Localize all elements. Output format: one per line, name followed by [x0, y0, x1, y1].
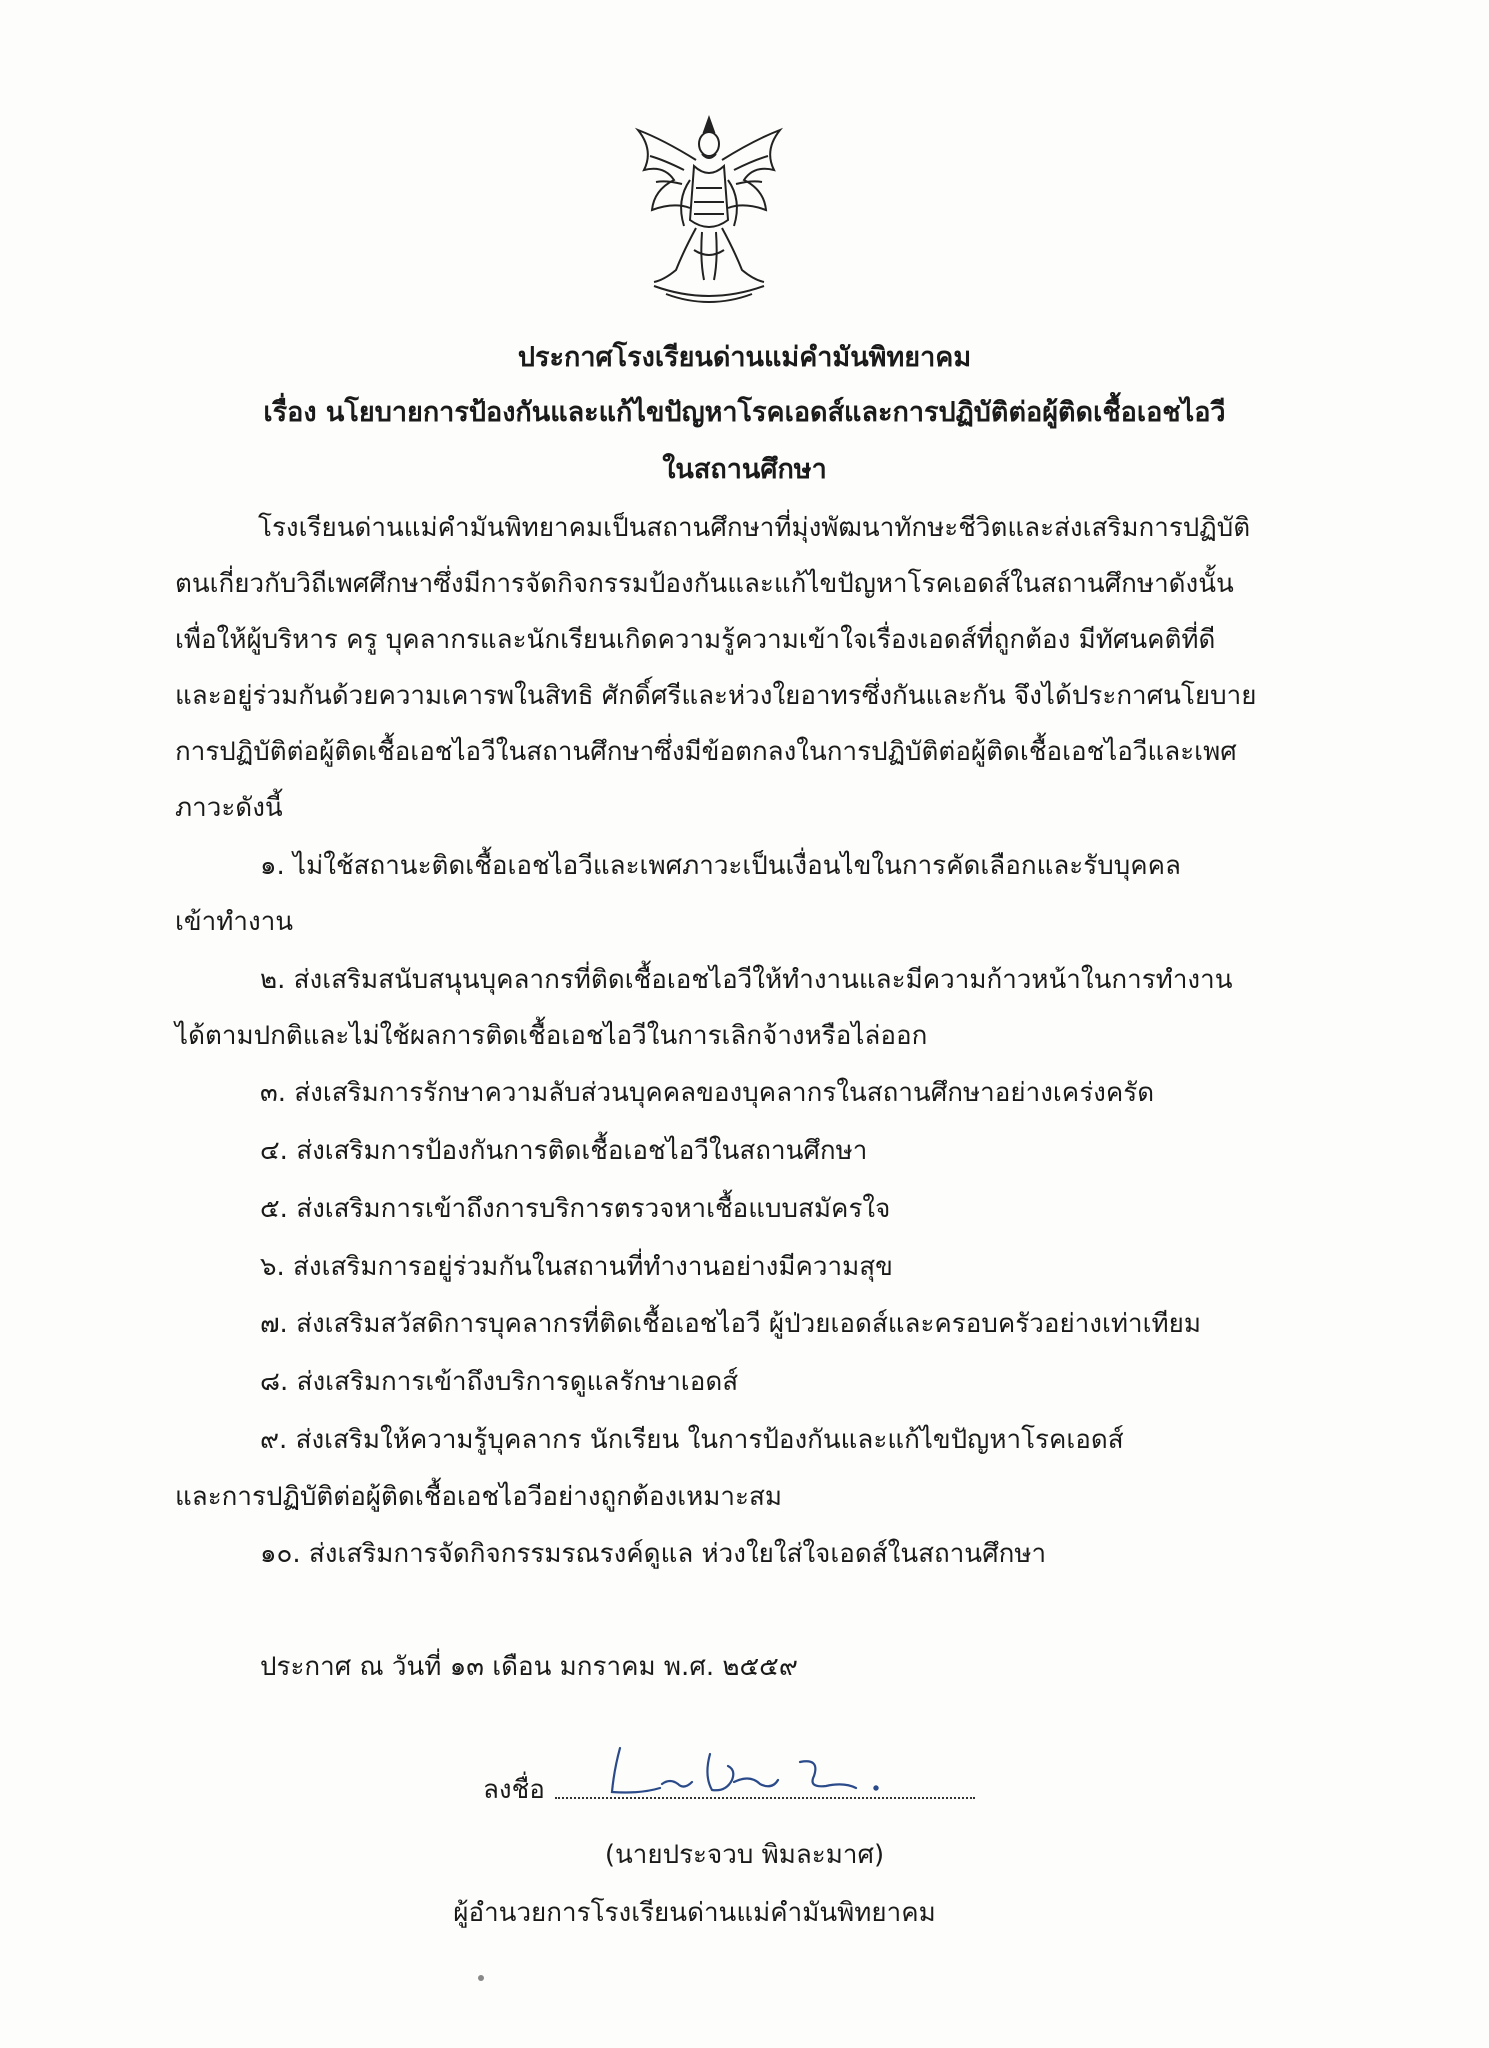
policy-item-10: ๑๐. ส่งเสริมการจัดกิจกรรมรณรงค์ดูแล ห่วงใยใส่ใจเอดส์ในสถานศึกษา	[260, 1539, 1047, 1569]
announcement-subject: เรื่อง นโยบายการป้องกันและแก้ไขปัญหาโรคเอดส์และการปฏิบัติต่อผู้ติดเชื้อเอชไอวี	[263, 397, 1226, 428]
policy-item-2-cont: ได้ตามปกติและไม่ใช้ผลการติดเชื้อเอชไอวีในการเลิกจ้างหรือไล่ออก	[175, 1021, 928, 1051]
policy-item-2: ๒. ส่งเสริมสนับสนุนบุคลากรที่ติดเชื้อเอชไอวีให้ทำงานและมีความก้าวหน้าในการทำงาน	[260, 965, 1233, 995]
signer-name: (นายประจวบ พิมละมาศ)	[604, 1840, 885, 1870]
sign-label: ลงชื่อ	[483, 1775, 545, 1805]
policy-item-1-cont: เข้าทำงาน	[175, 907, 294, 937]
stray-mark	[478, 1975, 484, 1981]
policy-item-5: ๕. ส่งเสริมการเข้าถึงการบริการตรวจหาเชื้อแบบสมัครใจ	[260, 1194, 891, 1224]
handwritten-signature	[600, 1740, 1020, 1810]
signer-title: ผู้อำนวยการโรงเรียนด่านแม่คำมันพิทยาคม	[453, 1898, 936, 1928]
announcement-date: ประกาศ ณ วันที่ ๑๓ เดือน มกราคม พ.ศ. ๒๕๕๙	[260, 1652, 798, 1682]
policy-item-1: ๑. ไม่ใช้สถานะติดเชื้อเอชไอวีและเพศภาวะเป็นเงื่อนไขในการคัดเลือกและรับบุคคล	[260, 851, 1181, 881]
intro-line-1: โรงเรียนด่านแม่คำมันพิทยาคมเป็นสถานศึกษาที่มุ่งพัฒนาทักษะชีวิตและส่งเสริมการปฏิบัติ	[258, 513, 1251, 543]
policy-item-8: ๘. ส่งเสริมการเข้าถึงบริการดูแลรักษาเอดส์	[260, 1367, 739, 1397]
policy-item-3: ๓. ส่งเสริมการรักษาความลับส่วนบุคคลของบุคลากรในสถานศึกษาอย่างเคร่งครัด	[260, 1078, 1155, 1108]
policy-item-4: ๔. ส่งเสริมการป้องกันการติดเชื้อเอชไอวีในสถานศึกษา	[260, 1136, 868, 1166]
intro-line-6: ภาวะดังนี้	[175, 793, 283, 823]
intro-line-3: เพื่อให้ผู้บริหาร ครู บุคลากรและนักเรียนเกิดความรู้ความเข้าใจเรื่องเอดส์ที่ถูกต้อง มีทัศนคติที่ดี	[175, 625, 1216, 655]
policy-item-7: ๗. ส่งเสริมสวัสดิการบุคลากรที่ติดเชื้อเอชไอวี ผู้ป่วยเอดส์และครอบครัวอย่างเท่าเทียม	[260, 1309, 1202, 1339]
intro-line-2: ตนเกี่ยวกับวิถีเพศศึกษาซึ่งมีการจัดกิจกรรมป้องกันและแก้ไขปัญหาโรคเอดส์ในสถานศึกษาดังนั้น	[175, 569, 1234, 599]
announcement-title: ประกาศโรงเรียนด่านแม่คำมันพิทยาคม	[517, 342, 972, 373]
announcement-subject-cont: ในสถานศึกษา	[662, 454, 827, 485]
policy-item-9: ๙. ส่งเสริมให้ความรู้บุคลากร นักเรียน ในการป้องกันและแก้ไขปัญหาโรคเอดส์	[260, 1425, 1124, 1455]
intro-line-5: การปฏิบัติต่อผู้ติดเชื้อเอชไอวีในสถานศึกษาซึ่งมีข้อตกลงในการปฏิบัติต่อผู้ติดเชื้อเอชไอวีและเพศ	[175, 737, 1237, 767]
policy-item-6: ๖. ส่งเสริมการอยู่ร่วมกันในสถานที่ทำงานอย่างมีความสุข	[260, 1252, 893, 1282]
garuda-emblem-icon	[624, 110, 794, 310]
intro-line-4: และอยู่ร่วมกันด้วยความเคารพในสิทธิ ศักดิ์ศรีและห่วงใยอาทรซึ่งกันและกัน จึงได้ประกาศนโยบาย	[175, 681, 1257, 711]
policy-item-9-cont: และการปฏิบัติต่อผู้ติดเชื้อเอชไอวีอย่างถูกต้องเหมาะสม	[175, 1482, 782, 1512]
